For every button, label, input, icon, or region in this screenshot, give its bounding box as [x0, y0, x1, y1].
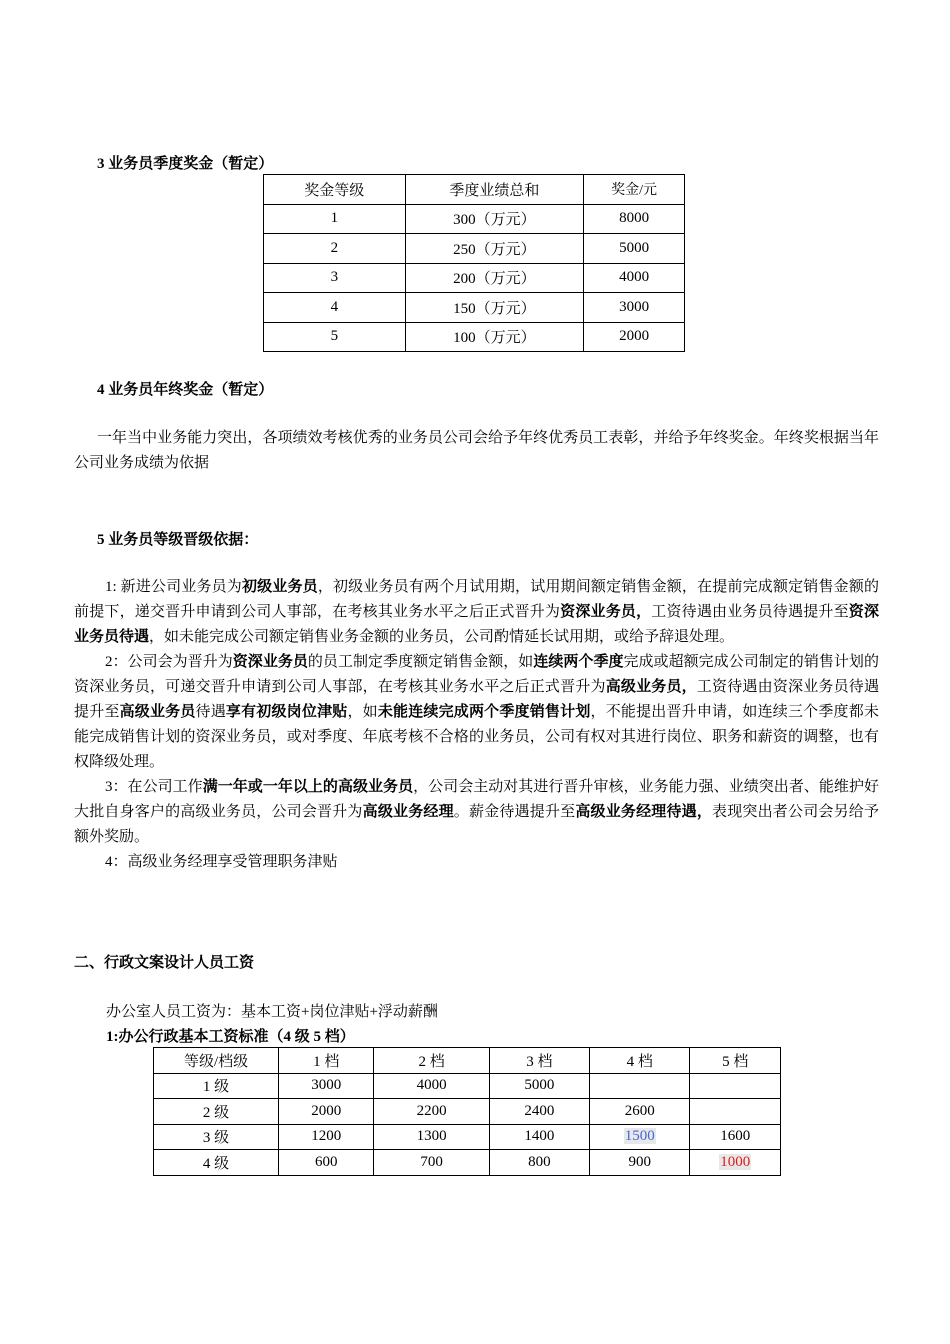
header-cell: 3 档: [489, 1048, 589, 1074]
table-header-row: [264, 175, 685, 205]
table-cell: 600: [279, 1150, 374, 1176]
text-segment: 1: 新进公司业务员为: [105, 579, 242, 595]
part-2-heading: 二、行政文案设计人员工资: [74, 955, 255, 971]
table-cell: [590, 1073, 690, 1099]
header-cell: 奖金/元: [584, 175, 685, 205]
table-row: [264, 263, 685, 293]
bold-segment: 连续两个季度: [533, 654, 624, 670]
header-cell: 2 档: [374, 1048, 489, 1074]
table-cell: 300（万元）: [405, 204, 584, 234]
table-row: [264, 234, 685, 264]
table-cell: 800: [489, 1150, 589, 1176]
text-segment: ，如: [347, 704, 378, 720]
text-segment: ，公司会主动对其进行晋升审核，业务能力强、业绩突出者、能维护好大批自身客户的高级业务员，公司会晋升为: [74, 779, 879, 820]
bold-segment: 资深业务员，: [560, 604, 652, 620]
promotion-item-2: [74, 650, 879, 775]
text-segment: 完成或超额完成公司制定的销售计划的资深业务员，可递交晋升申请到公司人事部，在考核其业务水平之后正式晋升为: [74, 654, 879, 695]
table-row: [264, 204, 685, 234]
text-segment: 2：公司会为晋升为: [105, 654, 233, 670]
text-segment: 。薪金待遇提升至: [453, 804, 576, 820]
table-cell: 1300: [374, 1124, 489, 1150]
table-row: [154, 1124, 781, 1150]
text-segment: 3：在公司工作: [105, 779, 203, 795]
header-cell: 1 档: [279, 1048, 374, 1074]
table-cell: 4: [264, 293, 406, 323]
table-row: [154, 1073, 781, 1099]
header-cell: 奖金等级: [264, 175, 406, 205]
table-cell: 3000: [279, 1073, 374, 1099]
admin-salary-table: [153, 1047, 781, 1176]
table-cell: 1200: [279, 1124, 374, 1150]
promotion-item-3: [74, 775, 879, 850]
table-cell: 4000: [374, 1073, 489, 1099]
table-row: [154, 1150, 781, 1176]
section-5-body: [74, 575, 879, 875]
table-cell: 2600: [590, 1099, 690, 1125]
table-cell: 2: [264, 234, 406, 264]
table-header-row: [154, 1048, 781, 1074]
table-cell: 200（万元）: [405, 263, 584, 293]
table-cell: 1600: [690, 1124, 781, 1150]
table-cell: 1: [264, 204, 406, 234]
bold-segment: 资深业务员: [232, 654, 308, 670]
bold-segment: 高级业务员: [119, 704, 196, 720]
section-4-heading: 4 业务员年终奖金（暂定）: [97, 382, 274, 398]
table-cell: 2000: [279, 1099, 374, 1125]
table-cell: 5: [264, 322, 406, 352]
table-cell: 8000: [584, 204, 685, 234]
text-segment: 的员工制定季度额定销售金额，如: [307, 654, 534, 670]
table-cell: 2000: [584, 322, 685, 352]
text-segment: 4：高级业务经理享受管理职务津贴: [105, 854, 338, 870]
table-cell: 3: [264, 263, 406, 293]
table-cell: 3 级: [154, 1124, 279, 1150]
table-cell: 700: [374, 1150, 489, 1176]
promotion-item-1: [74, 575, 879, 650]
table-cell: 5000: [489, 1073, 589, 1099]
table-cell: [690, 1099, 781, 1125]
bold-segment: 高级业务经理待遇，: [575, 804, 713, 820]
bold-segment: 初级业务员: [241, 579, 318, 595]
table-cell: 2 级: [154, 1099, 279, 1125]
header-cell: 4 档: [590, 1048, 690, 1074]
table-cell: 4 级: [154, 1150, 279, 1176]
table-cell: 1 级: [154, 1073, 279, 1099]
table-cell: 100（万元）: [405, 322, 584, 352]
promotion-item-4: [74, 850, 879, 875]
text-segment: ，不能提出晋升申请，如连续三个季度都未能完成销售计划的资深业务员，或对季度、年底考核不合格的业务员，公司有权对其进行岗位、职务和薪资的调整，也有权降级处理。: [74, 704, 879, 770]
salary-formula: 办公室人员工资为：基本工资+岗位津贴+浮动薪酬: [106, 1004, 438, 1020]
section-4-body: 一年当中业务能力突出，各项绩效考核优秀的业务员公司会给予年终优秀员工表彰，并给予年终奖金。年终奖根据当年公司业务成绩为依据: [74, 430, 879, 471]
bold-segment: 未能连续完成两个季度销售计划: [377, 704, 591, 720]
table-cell: 150（万元）: [405, 293, 584, 323]
section-3-heading: 3 业务员季度奖金（暂定）: [97, 156, 274, 172]
table-row: [264, 322, 685, 352]
table-cell: 5000: [584, 234, 685, 264]
section-5-heading: 5 业务员等级晋级依据：: [97, 532, 259, 548]
table-cell: 3000: [584, 293, 685, 323]
text-segment: 工资待遇由业务员待遇提升至: [651, 604, 849, 620]
table-cell: 1400: [489, 1124, 589, 1150]
text-segment: ，如未能完成公司额定销售业务金额的业务员，公司酌情延长试用期，或给予辞退处理。: [149, 629, 735, 645]
text-segment: 待遇: [195, 704, 226, 720]
bold-segment: 高级业务员，: [605, 679, 697, 695]
table-cell: 2400: [489, 1099, 589, 1125]
highlighted-value-red: 1000: [720, 1153, 751, 1170]
header-cell: 季度业绩总和: [405, 175, 584, 205]
table-row: [154, 1099, 781, 1125]
table-cell: 4000: [584, 263, 685, 293]
table-cell: 900: [590, 1150, 690, 1176]
quarterly-bonus-table: [263, 174, 685, 352]
bold-segment: 资深业务员待遇: [74, 604, 879, 645]
table-cell: 250（万元）: [405, 234, 584, 264]
table-row: [264, 293, 685, 323]
text-segment: ，初级业务员有两个月试用期，试用期间额定销售金额，在提前完成额定销售金额的前提下，递交晋升申请到公司人事部，在考核其业务水平之后正式晋升为: [74, 579, 879, 620]
salary-standard-heading: 1:办公行政基本工资标准（4 级 5 档）: [106, 1029, 355, 1045]
table-cell-highlighted: [590, 1124, 690, 1150]
bold-segment: 高级业务经理: [362, 804, 454, 820]
header-cell: 5 档: [690, 1048, 781, 1074]
bold-segment: 享有初级岗位津贴: [225, 704, 348, 720]
highlighted-value-blue: 1500: [624, 1128, 655, 1145]
text-segment: 表现突出者公司会另给予额外奖励。: [74, 804, 879, 845]
text-segment: 工资待遇由资深业务员待遇提升至: [74, 679, 879, 720]
bold-segment: 满一年或一年以上的高级业务员: [202, 779, 414, 795]
table-cell-highlighted: [690, 1150, 781, 1176]
header-cell: 等级/档级: [154, 1048, 279, 1074]
table-cell: 2200: [374, 1099, 489, 1125]
table-cell: [690, 1073, 781, 1099]
